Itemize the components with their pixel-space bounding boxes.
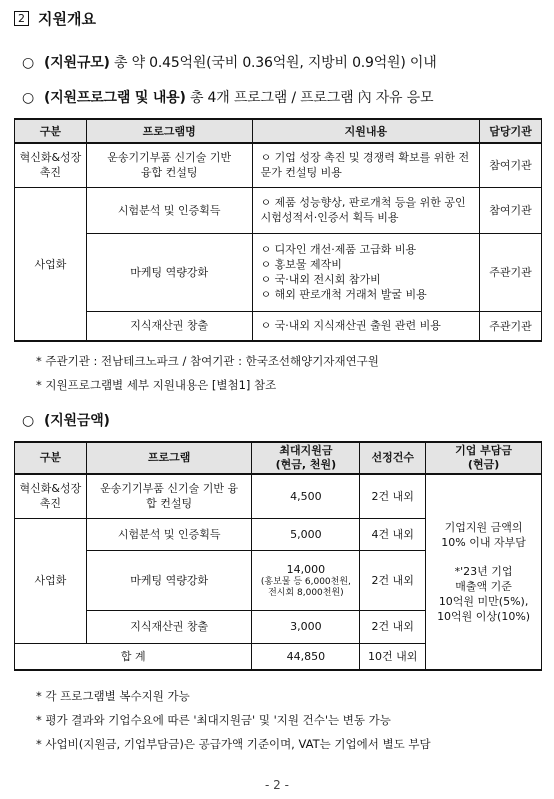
- content-item: ㅇ 국·내외 지식재산권 출원 관련 비용: [260, 319, 441, 333]
- table-row: [15, 143, 542, 187]
- header-category: 구분: [15, 119, 87, 143]
- agency-cell: 주관기관: [480, 233, 542, 311]
- table-header-row: [15, 442, 542, 474]
- section-number-box: 2: [14, 11, 29, 26]
- section-heading: [14, 8, 96, 29]
- agency-cell: 참여기관: [480, 143, 542, 187]
- category-cell: 사업화: [15, 518, 87, 643]
- circle-bullet-icon: ○: [22, 90, 35, 106]
- support-content-cell: [252, 187, 480, 233]
- note-vat: * 사업비(지원금, 기업부담금)은 공급가액 기준이며, VAT는 기업에서 별도 부담: [36, 737, 431, 751]
- program-cell: 운송기기부품 신기술 기반 융합 컨설팅: [86, 474, 252, 518]
- header-max-amount: [252, 442, 360, 474]
- share-line: 기업지원 금액의: [444, 521, 523, 534]
- content-item: ㅇ 홍보물 제작비: [260, 258, 342, 271]
- count-cell: 2건 내외: [360, 474, 426, 518]
- count-cell: 2건 내외: [360, 610, 426, 643]
- table-row: [15, 187, 542, 233]
- header-agency: 담당기관: [480, 119, 542, 143]
- program-table: [14, 118, 542, 342]
- table-row: [15, 311, 542, 341]
- category-cell: 혁신화&성장촉진: [15, 143, 87, 187]
- share-line: 10억원 이상(10%): [437, 610, 531, 623]
- support-scale-text: 총 약 0.45억원(국비 0.36억원, 지방비 0.9억원) 이내: [114, 55, 437, 71]
- agency-cell: 참여기관: [480, 187, 542, 233]
- category-cell: 사업화: [15, 187, 87, 341]
- header-company-share: [426, 442, 542, 474]
- page-number: - 2 -: [265, 778, 289, 792]
- section-title: 지원개요: [38, 10, 96, 28]
- support-amount-label: (지원금액): [44, 413, 110, 429]
- table-row: [15, 233, 542, 311]
- amount-cell: 5,000: [252, 518, 360, 550]
- program-cell: 지식재산권 창출: [86, 610, 252, 643]
- content-item: ㅇ 디자인 개선·제품 고급화 비용: [260, 243, 417, 256]
- program-cell: 마케팅 역량강화: [86, 550, 252, 610]
- header-max-amount-line: 최대지원금: [279, 444, 333, 457]
- support-amount-heading: [22, 410, 110, 430]
- header-company-share-unit: (현금): [467, 458, 500, 471]
- header-support-content: 지원내용: [252, 119, 480, 143]
- header-count: 선정건수: [360, 442, 426, 474]
- company-share-cell: [426, 474, 542, 670]
- note-agencies: * 주관기관 : 전남테크노파크 / 참여기관 : 한국조선해양기자재연구원: [36, 354, 379, 368]
- agency-cell: 주관기관: [480, 311, 542, 341]
- table-row: [15, 474, 542, 518]
- total-amount: 44,850: [252, 643, 360, 670]
- header-category: 구분: [15, 442, 87, 474]
- support-programs-text: 총 4개 프로그램 / 프로그램 內 자유 응모: [189, 90, 434, 106]
- program-name-cell: 지식재산권 창출: [86, 311, 252, 341]
- share-line: *'23년 기업: [454, 565, 513, 578]
- amount-detail: (홍보물 등 6,000천원, 전시회 8,000천원): [260, 576, 351, 598]
- share-line: 매출액 기준: [455, 580, 512, 593]
- header-program-name: 프로그램명: [86, 119, 252, 143]
- share-spacer: [430, 550, 537, 564]
- amount-cell: 3,000: [252, 610, 360, 643]
- support-scale-line: [22, 52, 437, 72]
- program-name-cell: 마케팅 역량강화: [86, 233, 252, 311]
- total-count: 10건 내외: [360, 643, 426, 670]
- amount-table: [14, 441, 542, 671]
- header-company-share-line: 기업 부담금: [455, 444, 513, 457]
- amount-cell: [252, 550, 360, 610]
- program-name-cell: 시험분석 및 인증획득: [86, 187, 252, 233]
- note-variable: * 평가 결과와 기업수요에 따른 '최대지원금' 및 '지원 건수'는 변동 가능: [36, 713, 391, 727]
- amount-cell: 4,500: [252, 474, 360, 518]
- share-line: 10% 이내 자부담: [441, 536, 526, 549]
- category-cell: 혁신화&성장촉진: [15, 474, 87, 518]
- header-program: 프로그램: [86, 442, 252, 474]
- support-content-cell: [252, 311, 480, 341]
- content-item: ㅇ 해외 판로개척 거래처 발굴 비용: [260, 288, 427, 301]
- note-multiple: * 각 프로그램별 복수지원 가능: [36, 689, 190, 703]
- circle-bullet-icon: ○: [22, 55, 35, 71]
- note-appendix: * 지원프로그램별 세부 지원내용은 [별첨1] 참조: [36, 378, 277, 392]
- content-item: ㅇ 국·내외 전시회 참가비: [260, 273, 381, 286]
- support-programs-line: [22, 87, 433, 107]
- count-cell: 2건 내외: [360, 550, 426, 610]
- share-line: 10억원 미만(5%),: [438, 595, 529, 608]
- header-max-amount-unit: (현금, 천원): [275, 458, 337, 471]
- program-cell: 시험분석 및 인증획득: [86, 518, 252, 550]
- content-item: ㅇ 기업 성장 촉진 및 경쟁력 확보를 위한 전문가 컨설팅 비용: [260, 151, 470, 180]
- support-scale-label: (지원규모): [44, 55, 110, 71]
- support-programs-label: (지원프로그램 및 내용): [44, 90, 186, 106]
- support-content-cell: [252, 233, 480, 311]
- count-cell: 4건 내외: [360, 518, 426, 550]
- content-item: ㅇ 제품 성능향상, 판로개척 등을 위한 공인 시험성적서·인증서 획득 비용: [260, 196, 466, 224]
- circle-bullet-icon: ○: [22, 413, 35, 429]
- support-content-cell: [252, 143, 480, 187]
- amount-value: 14,000: [286, 562, 326, 576]
- table-header-row: [15, 119, 542, 143]
- total-label: 합 계: [15, 643, 252, 670]
- program-name-cell: 운송기기부품 신기술 기반 융합 컨설팅: [86, 143, 252, 187]
